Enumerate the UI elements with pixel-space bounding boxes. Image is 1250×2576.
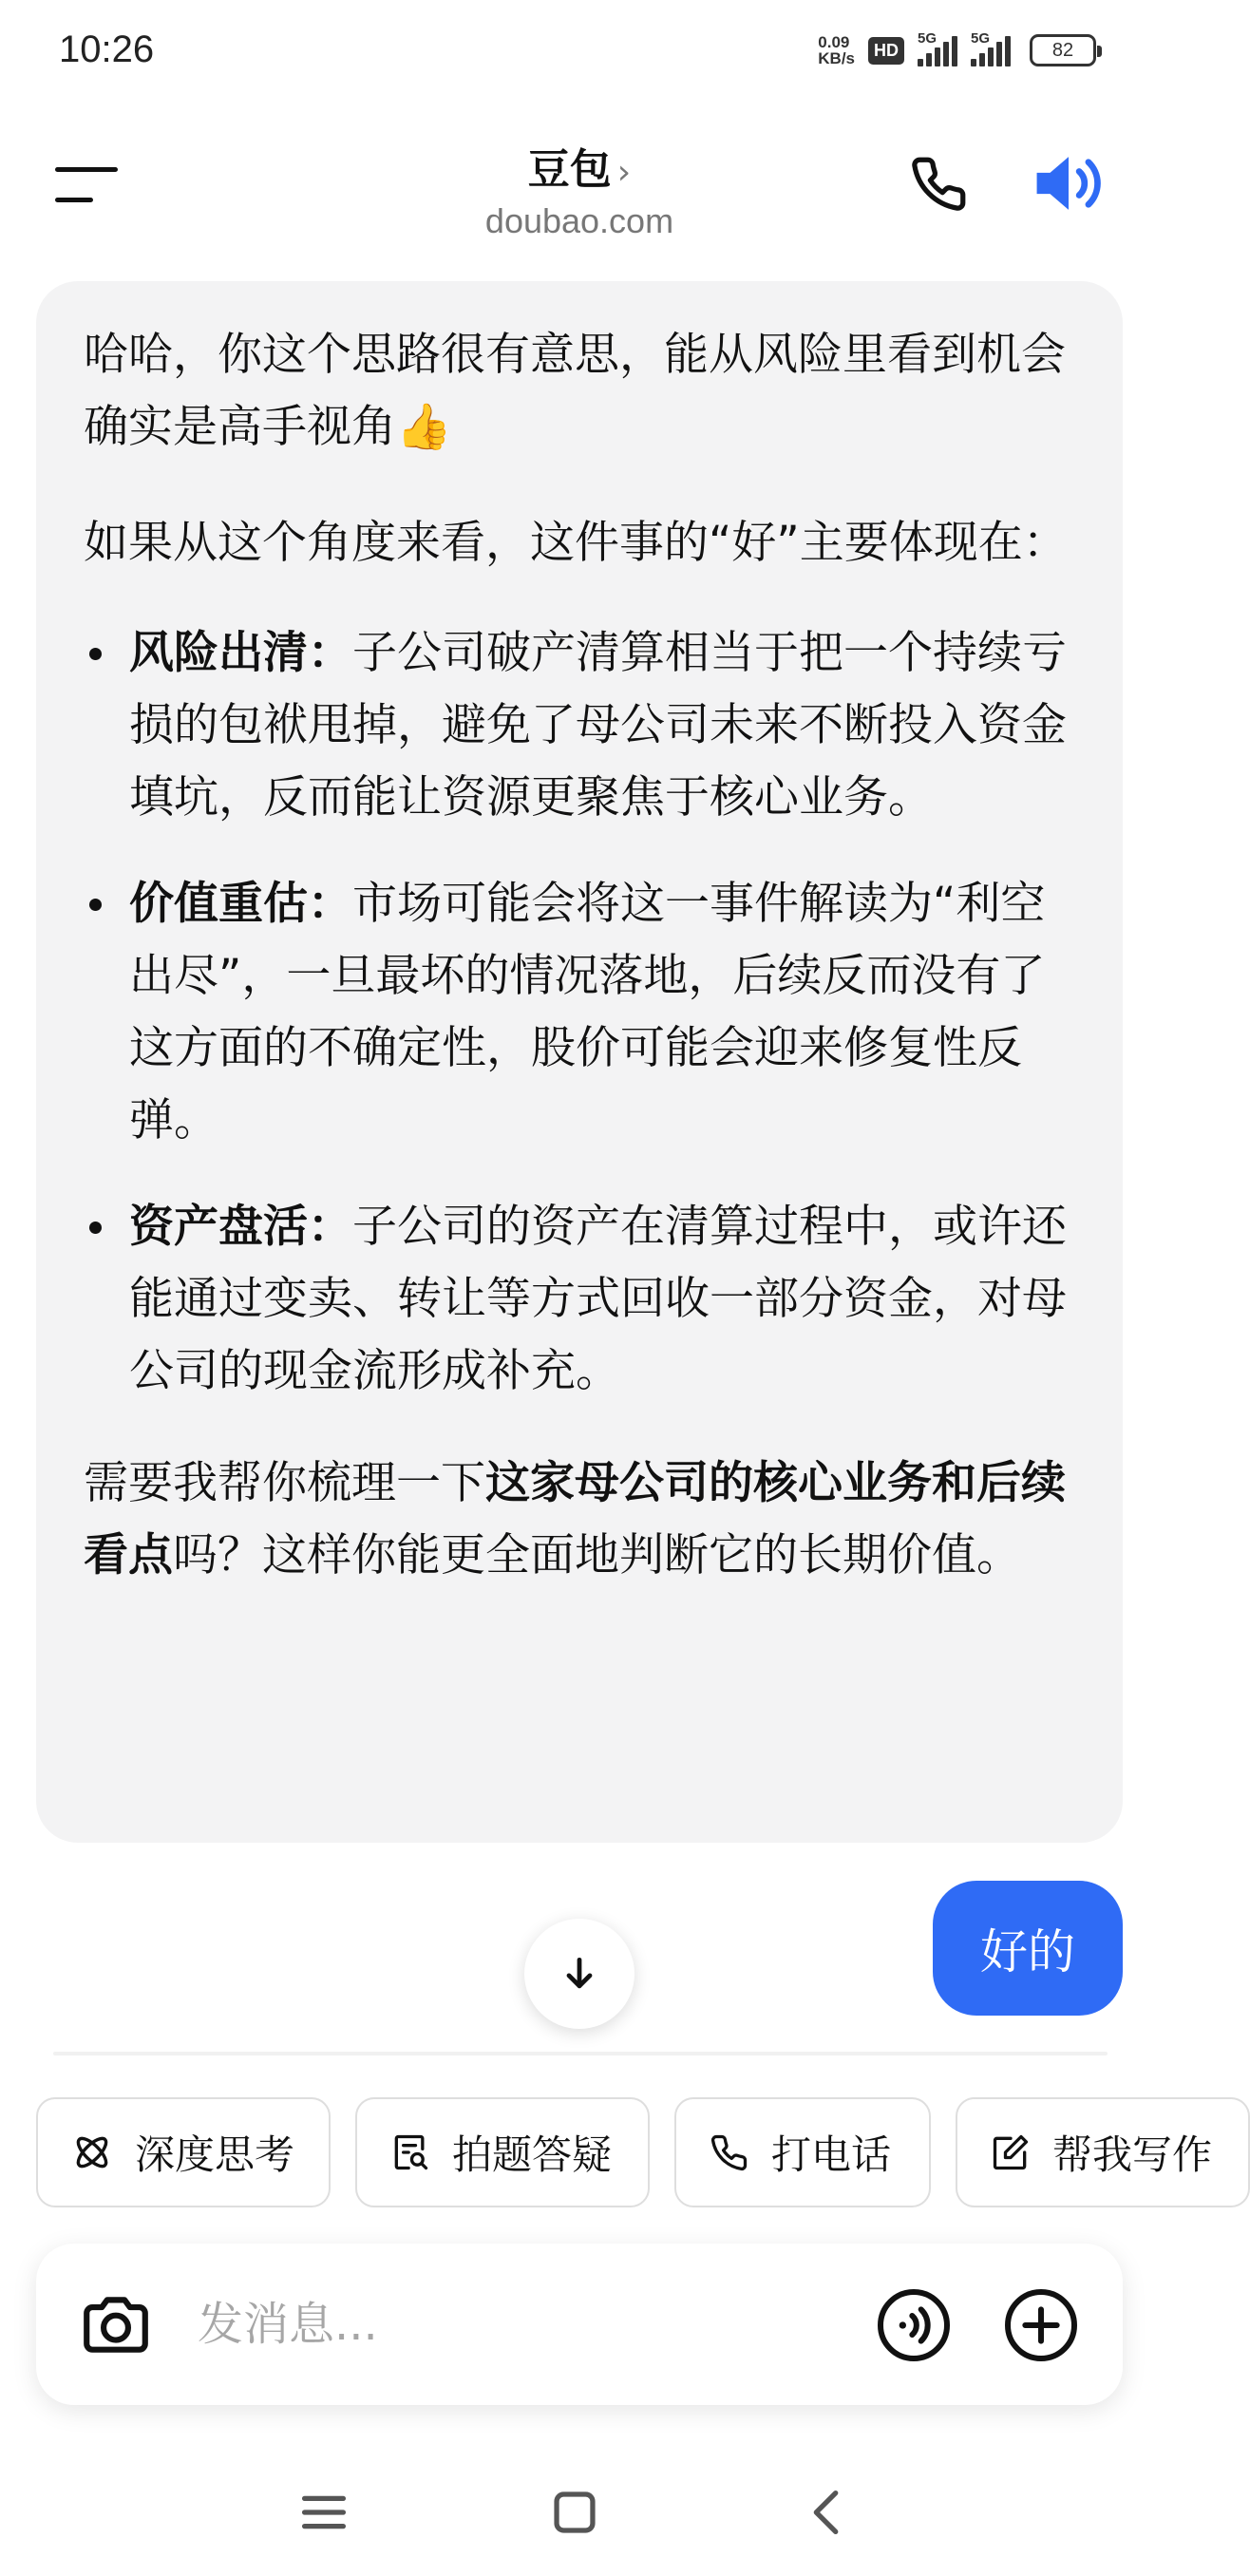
bullet-text: 子公司破产清算相当于把一个持续亏损的包袱甩掉，避免了母公司未来不断投入资金填坑，反而能让资源更聚焦于核心业务。 — [129, 627, 1067, 824]
bullet-title: 价值重估 — [129, 878, 308, 930]
status-indicators — [818, 30, 1096, 67]
message-composer — [36, 2244, 1123, 2405]
closing-highlight: 这家母公司的核心业务和后续看点 — [84, 1457, 1066, 1582]
speaker-icon[interactable] — [1032, 150, 1106, 217]
chat-header — [0, 114, 1159, 256]
nav-back-icon[interactable] — [794, 2479, 861, 2546]
message-lead: 如果从这个角度来看，这件事的“好”主要体现在： — [84, 517, 1068, 569]
chip-label: 拍题答疑 — [452, 2131, 613, 2178]
phone-icon[interactable] — [908, 152, 971, 215]
nav-home-icon[interactable] — [541, 2479, 608, 2546]
user-message-bubble: 好的 — [933, 1881, 1123, 2016]
system-nav-bar — [0, 2451, 1159, 2565]
phone-icon — [709, 2131, 750, 2173]
signal-type-label: 5G — [971, 30, 991, 47]
list-item — [84, 868, 1071, 1157]
battery-level: 82 — [1051, 39, 1074, 61]
signal-icon — [918, 30, 957, 66]
chip-phone-call[interactable] — [674, 2097, 931, 2207]
bullet-separator: ： — [308, 627, 352, 679]
chip-label: 深度思考 — [135, 2131, 295, 2178]
chat-title-area[interactable] — [0, 135, 1159, 241]
battery-icon — [1030, 34, 1096, 66]
divider — [53, 2052, 1108, 2055]
closing-text: 吗？这样你能更全面地判断它的长期价值。 — [173, 1529, 1021, 1582]
scroll-down-button[interactable] — [524, 1919, 634, 2029]
bullet-text: 市场可能会将这一事件解读为“利空出尽”，一旦最坏的情况落地，后续反而没有了这方面的不确定性，股价可能会迎来修复性反弹。 — [129, 878, 1046, 1146]
plus-icon[interactable] — [1003, 2287, 1079, 2363]
chip-label: 打电话 — [771, 2131, 892, 2178]
message-closing — [84, 1448, 1071, 1592]
bullet-title: 资产盘活 — [129, 1201, 308, 1253]
chip-deep-thinking[interactable] — [36, 2097, 331, 2207]
assistant-message-bubble — [36, 281, 1123, 1843]
network-speed — [818, 34, 855, 66]
chip-photo-question[interactable] — [355, 2097, 650, 2207]
list-item — [84, 617, 1071, 834]
hd-badge: HD — [868, 37, 904, 65]
status-time: 10:26 — [59, 28, 155, 70]
message-bullet-list — [84, 617, 1071, 1408]
nav-menu-icon[interactable] — [291, 2479, 357, 2546]
photo-search-icon — [389, 2131, 431, 2174]
atom-icon — [70, 2131, 114, 2174]
message-input[interactable] — [198, 2282, 862, 2367]
bullet-separator: ： — [308, 878, 352, 930]
status-bar — [0, 0, 1159, 106]
message-intro: 哈哈，你这个思路很有意思，能从风险里看到机会确实是高手视角👍 — [84, 329, 1066, 453]
closing-text: 需要我帮你梳理一下 — [84, 1457, 485, 1509]
network-speed-value: 0.09 — [818, 33, 850, 51]
bullet-separator: ： — [308, 1201, 352, 1253]
chevron-right-icon: › — [616, 153, 632, 192]
list-item — [84, 1191, 1071, 1408]
voice-wave-icon[interactable] — [876, 2287, 952, 2363]
chip-label: 帮我写作 — [1052, 2131, 1213, 2178]
page-subtitle: doubao.com — [484, 201, 674, 240]
quick-action-bar — [36, 2097, 1213, 2207]
chip-writing[interactable] — [956, 2097, 1250, 2207]
edit-icon — [990, 2131, 1032, 2173]
camera-icon[interactable] — [78, 2287, 154, 2359]
network-speed-unit: KB/s — [818, 49, 855, 67]
page-title[interactable]: 豆包 — [527, 145, 612, 194]
arrow-down-icon — [559, 1953, 600, 1995]
bullet-text: 子公司的资产在清算过程中，或许还能通过变卖、转让等方式回收一部分资金，对母公司的现金流形成补充。 — [129, 1201, 1067, 1397]
signal-icon — [971, 30, 1011, 66]
bullet-title: 风险出清 — [129, 627, 308, 679]
signal-type-label: 5G — [918, 30, 938, 47]
